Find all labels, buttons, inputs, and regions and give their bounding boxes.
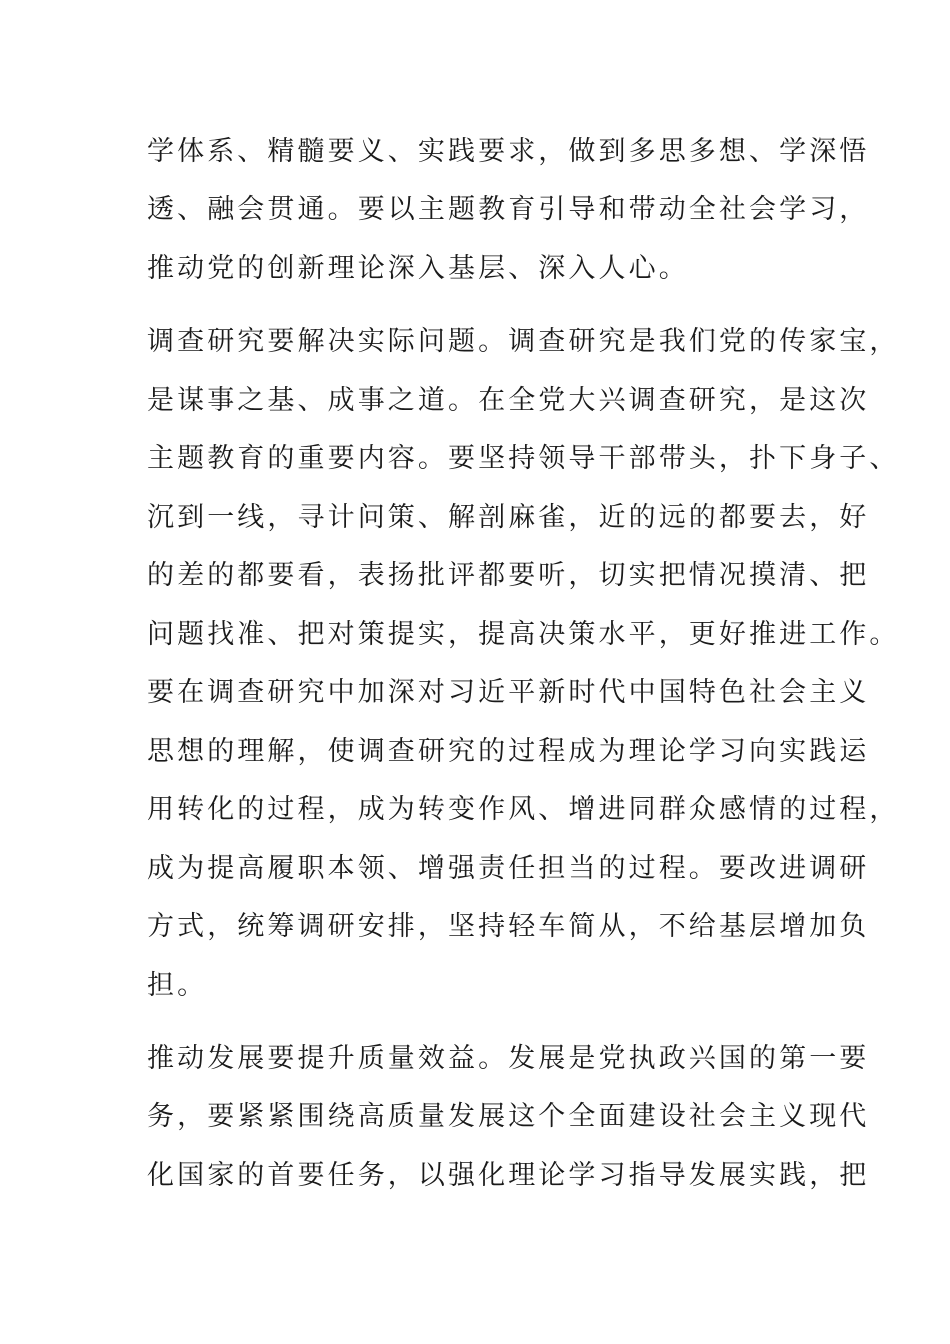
paragraph-2-line-10: 成为提高履职本领、增强责任担当的过程。要改进调研	[147, 853, 870, 884]
paragraph-2-line-2: 是谋事之基、成事之道。在全党大兴调查研究，是这次	[147, 385, 870, 416]
paragraph-2-line-5: 的差的都要看，表扬批评都要听，切实把情况摸清、把	[147, 560, 870, 591]
paragraph-2-line-11: 方式，统筹调研安排，坚持轻车简从，不给基层增加负	[147, 911, 870, 942]
paragraph-2-line-7: 要在调查研究中加深对习近平新时代中国特色社会主义	[147, 677, 870, 708]
paragraph-1-line-1: 学体系、精髓要义、实践要求，做到多思多想、学深悟	[147, 136, 870, 167]
paragraph-3-line-2: 务，要紧紧围绕高质量发展这个全面建设社会主义现代	[147, 1101, 870, 1132]
paragraph-2-line-1: 调查研究要解决实际问题。调查研究是我们党的传家宝，	[147, 326, 900, 357]
paragraph-1-line-2: 透、融会贯通。要以主题教育引导和带动全社会学习，	[147, 194, 870, 225]
paragraph-2-line-4: 沉到一线，寻计问策、解剖麻雀，近的远的都要去，好	[147, 502, 870, 533]
paragraph-2-line-6: 问题找准、把对策提实，提高决策水平，更好推进工作。	[147, 619, 900, 650]
paragraph-1-line-3: 推动党的创新理论深入基层、深入人心。	[147, 253, 689, 284]
paragraph-3-line-1: 推动发展要提升质量效益。发展是党执政兴国的第一要	[147, 1043, 870, 1074]
paragraph-3-line-3: 化国家的首要任务，以强化理论学习指导发展实践，把	[147, 1160, 870, 1191]
paragraph-2-line-9: 用转化的过程，成为转变作风、增进同群众感情的过程，	[147, 794, 900, 825]
paragraph-2-line-3: 主题教育的重要内容。要坚持领导干部带头，扑下身子、	[147, 443, 900, 474]
paragraph-2-line-8: 思想的理解，使调查研究的过程成为理论学习向实践运	[147, 736, 870, 767]
paragraph-2-line-12: 担。	[147, 970, 208, 1001]
